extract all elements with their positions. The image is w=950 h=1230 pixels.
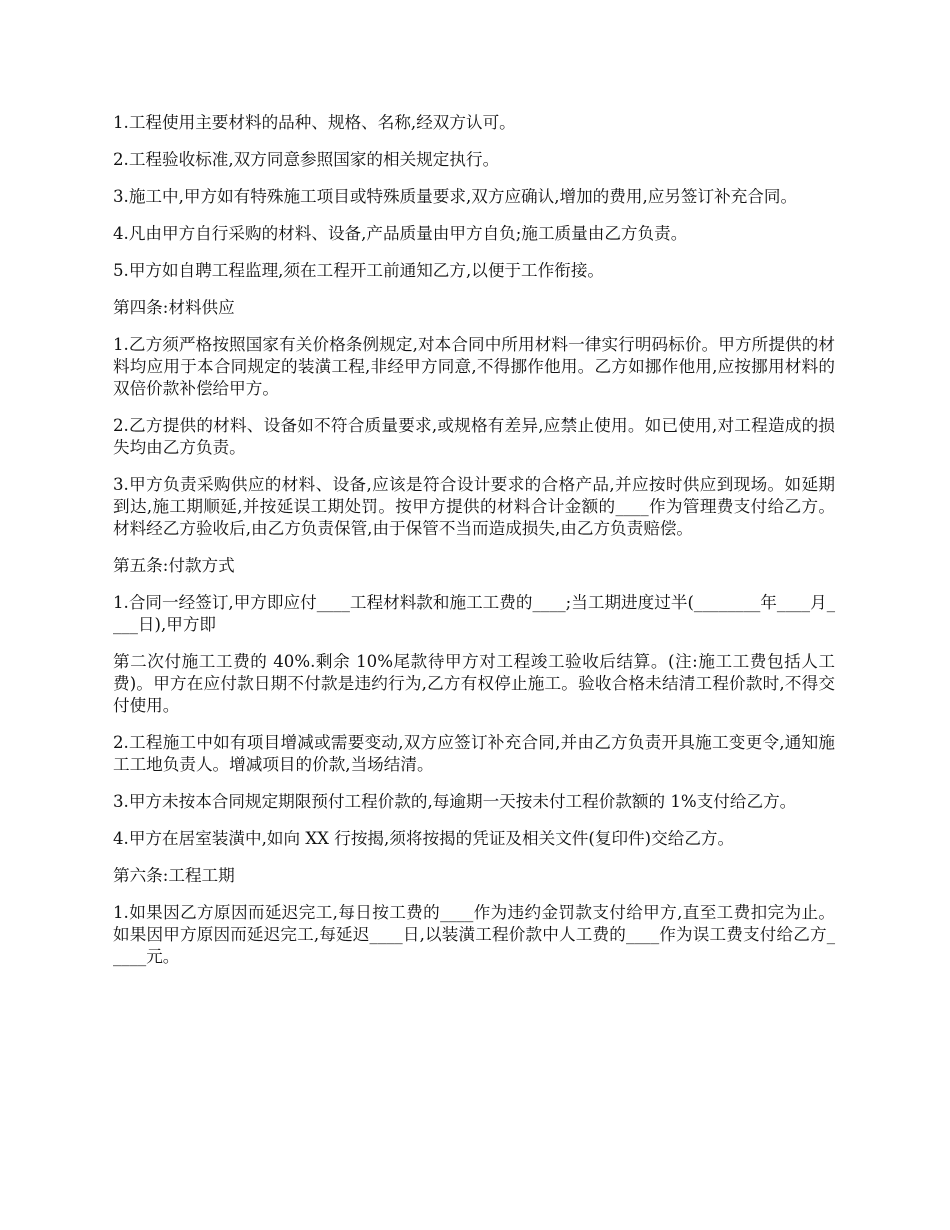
clause-special-requirements: 3.施工中,甲方如有特殊施工项目或特殊质量要求,双方应确认,增加的费用,应另签订补充合同。 bbox=[113, 187, 798, 206]
section-heading-article-4: 第四条:材料供应 bbox=[113, 298, 235, 317]
clause-client-procurement: 3.甲方负责采购供应的材料、设备,应该是符合设计要求的合格产品,并应按时供应到现场。如延期到达,施工期顺延,并按延误工期处罚。按甲方提供的材料合计金额的____作为管理费支付给乙方。材料经乙方验收后,由乙方负责保管,由于保管不当而造成损失,由乙方负责赔偿。 bbox=[113, 475, 835, 538]
clause-first-payment: 1.合同一经签订,甲方即应付____工程材料款和施工工费的____;当工期进度过半(________年____月____日),甲方即 bbox=[113, 593, 835, 634]
clause-mortgage: 4.甲方在居室装潢中,如向 XX 行按揭,须将按揭的凭证及相关文件(复印件)交给乙方。 bbox=[113, 829, 735, 848]
clause-change-order: 2.工程施工中如有项目增减或需要变动,双方应签订补充合同,并由乙方负责开具施工变更令,通知施工工地负责人。增减项目的价款,当场结清。 bbox=[113, 733, 835, 774]
clause-acceptance-standard: 2.工程验收标准,双方同意参照国家的相关规定执行。 bbox=[113, 150, 500, 169]
clause-nonconforming-materials: 2.乙方提供的材料、设备如不符合质量要求,或规格有差异,应禁止使用。如已使用,对工程造成的损失均由乙方负责。 bbox=[113, 416, 835, 457]
section-heading-article-6: 第六条:工程工期 bbox=[113, 866, 235, 885]
clause-late-payment: 3.甲方未按本合同规定期限预付工程价款的,每逾期一天按未付工程价款额的 1%支付给乙方。 bbox=[113, 792, 797, 811]
clause-materials-approval: 1.工程使用主要材料的品种、规格、名称,经双方认可。 bbox=[113, 113, 516, 132]
document-page bbox=[113, 112, 835, 983]
clause-second-payment: 第二次付施工工费的 40%.剩余 10%尾款待甲方对工程竣工验收后结算。(注:施工工费包括人工费)。甲方在应付款日期不付款是违约行为,乙方有权停止施工。验收合格未结清工程价款时,不得交付使用。 bbox=[113, 652, 835, 715]
section-heading-article-5: 第五条:付款方式 bbox=[113, 556, 235, 575]
clause-pricing: 1.乙方须严格按照国家有关价格条例规定,对本合同中所用材料一律实行明码标价。甲方所提供的材料均应用于本合同规定的装潢工程,非经甲方同意,不得挪作他用。乙方如挪作他用,应按挪用材料的双倍价款补偿给甲方。 bbox=[113, 335, 835, 398]
clause-quality-responsibility: 4.凡由甲方自行采购的材料、设备,产品质量由甲方自负;施工质量由乙方负责。 bbox=[113, 224, 688, 243]
clause-delay-penalty: 1.如果因乙方原因而延迟完工,每日按工费的____作为违约金罚款支付给甲方,直至工费扣完为止。如果因甲方原因而延迟完工,每延迟____日,以装潢工程价款中人工费的____作为误工费支付给乙方_____元。 bbox=[113, 903, 835, 966]
clause-supervision: 5.甲方如自聘工程监理,须在工程开工前通知乙方,以便于工作衔接。 bbox=[113, 261, 605, 280]
